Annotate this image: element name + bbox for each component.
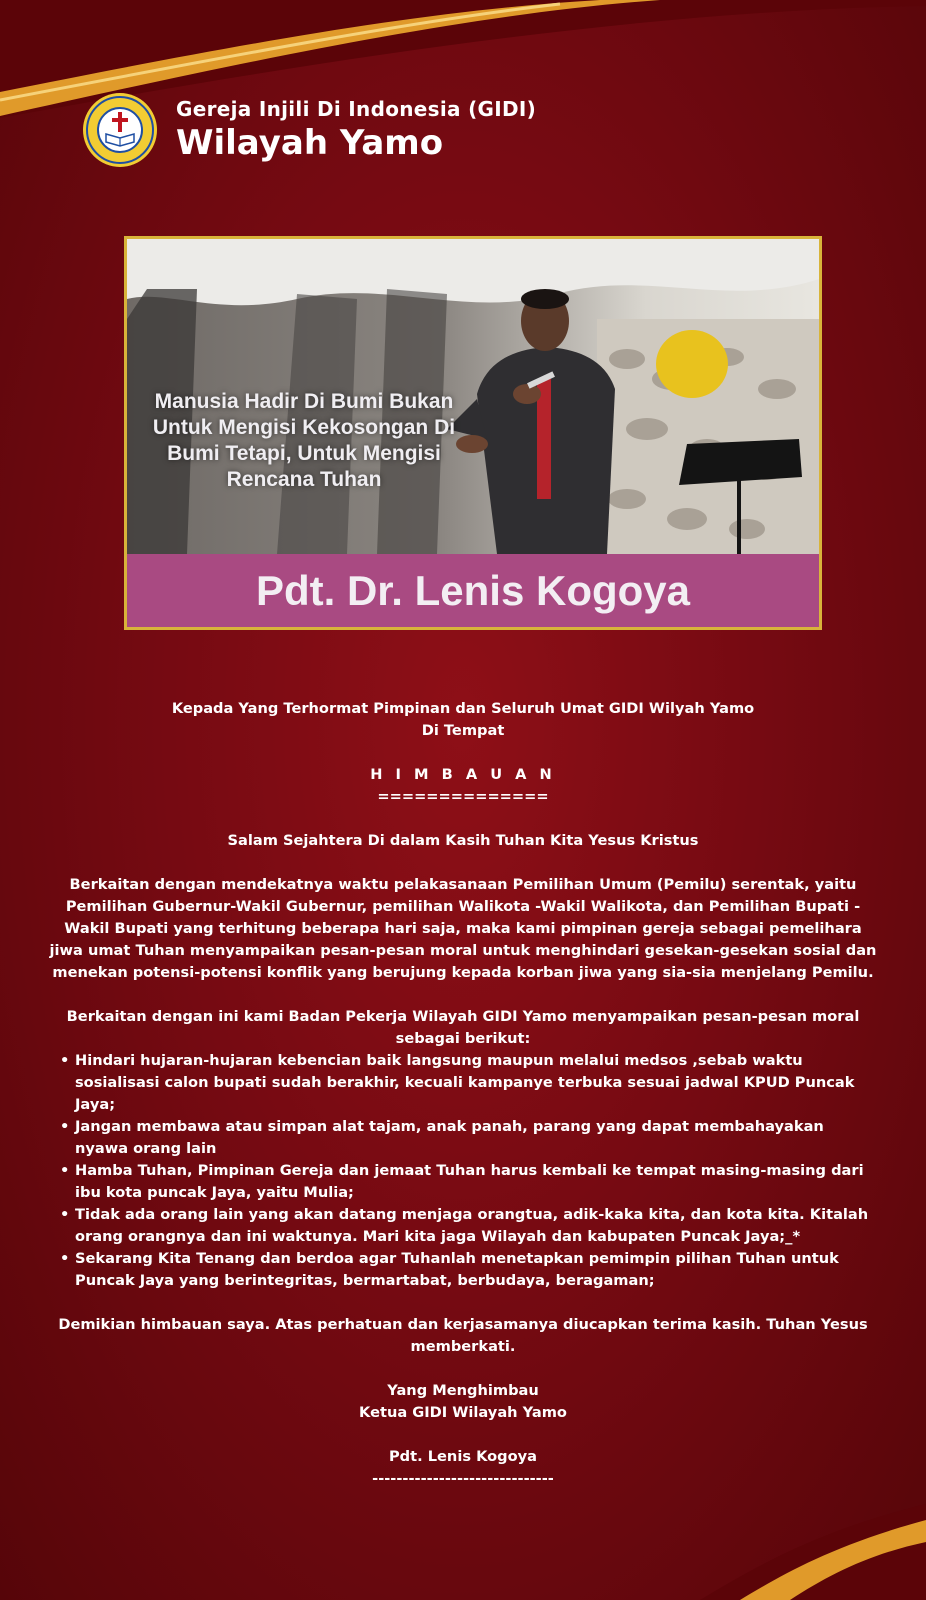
speaker-name-band xyxy=(127,554,819,627)
greeting: Salam Sejahtera Di dalam Kasih Tuhan Kita Yesus Kristus xyxy=(227,832,699,849)
bottom-gold-swoosh xyxy=(0,1490,926,1600)
sign-line-1: Yang Menghimbau xyxy=(387,1382,539,1399)
list-item: • Sekarang Kita Tenang dan berdoa agar Tuhanlah menetapkan pemimpin pilihan Tuhan untuk Puncak Jaya yang berintegritas, bermartabat, berbudaya, beragaman; xyxy=(60,1248,880,1292)
closing-paragraph: Demikian himbauan saya. Atas perhatuan dan kerjasamanya diucapkan terima kasih. Tuhan Yesus memberkati. xyxy=(58,1316,868,1355)
signature-rule: ------------------------------ xyxy=(372,1470,554,1487)
letter-title: H I M B A U A N xyxy=(370,766,556,783)
paragraph-1: Berkaitan dengan mendekatnya waktu pelakasanaan Pemilihan Umum (Pemilu) serentak, yaitu Pemilihan Gubernur-Wakil Gubernur, pemilihan Walikota -Wakil Walikota, dan Pemilihan Bupati -Wakil Bupati yang terhitung beberapa hari saja, maka kami pimpinan gereja sebagai pemelihara jiwa umat Tuhan menyampaikan pesan-pesan moral untuk menghindari gesekan-gesekan sosial dan menekan potensi-potensi konflik yang berujung kepada korban jiwa yang sia-sia menjelang Pemilu. xyxy=(49,876,877,981)
org-name: Gereja Injili Di Indonesia (GIDI) xyxy=(176,97,537,121)
list-item: • Hindari hujaran-hujaran kebencian baik langsung maupun melalui medsos ,sebab waktu sosialisasi calon bupati sudah berakhir, kecuali kampanye terbuka sesuai jadwal KPUD Puncak Jaya; xyxy=(60,1050,880,1116)
gidi-logo xyxy=(82,92,158,168)
list-item: • Hamba Tuhan, Pimpinan Gereja dan jemaat Tuhan harus kembali ke tempat masing-masing dari ibu kota puncak Jaya, yaitu Mulia; xyxy=(60,1160,880,1204)
address-line-2: Di Tempat xyxy=(421,722,505,739)
moral-points-list xyxy=(46,1050,880,1292)
region-name: Wilayah Yamo xyxy=(176,123,444,163)
speaker-name: Pdt. Dr. Lenis Kogoya xyxy=(255,566,691,614)
letter-body xyxy=(46,698,880,1490)
paragraph-2: Berkaitan dengan ini kami Badan Pekerja Wilayah GIDI Yamo menyampaikan pesan-pesan moral sebagai berikut: xyxy=(66,1008,860,1047)
featured-photo xyxy=(124,236,822,630)
sign-line-2: Ketua GIDI Wilayah Yamo xyxy=(359,1404,567,1421)
header xyxy=(82,90,536,170)
signer-name: Pdt. Lenis Kogoya xyxy=(388,1448,537,1465)
list-item: • Jangan membawa atau simpan alat tajam, anak panah, parang yang dapat membahayakan nyawa orang lain xyxy=(60,1116,880,1160)
title-rule: ============== xyxy=(377,788,549,805)
list-item: • Tidak ada orang lain yang akan datang menjaga orangtua, adik-kaka kita, dan kota kita. Kitalah orang orangnya dan ini waktunya. Mari kita jaga Wilayah dan kabupaten Puncak Jaya;_* xyxy=(60,1204,880,1248)
quote-text: Manusia Hadir Di Bumi Bukan Untuk Mengisi Kekosongan Di Bumi Tetapi, Untuk Mengisi Rencana Tuhan xyxy=(152,390,456,491)
address-line-1: Kepada Yang Terhormat Pimpinan dan Seluruh Umat GIDI Wilyah Yamo xyxy=(171,700,755,717)
